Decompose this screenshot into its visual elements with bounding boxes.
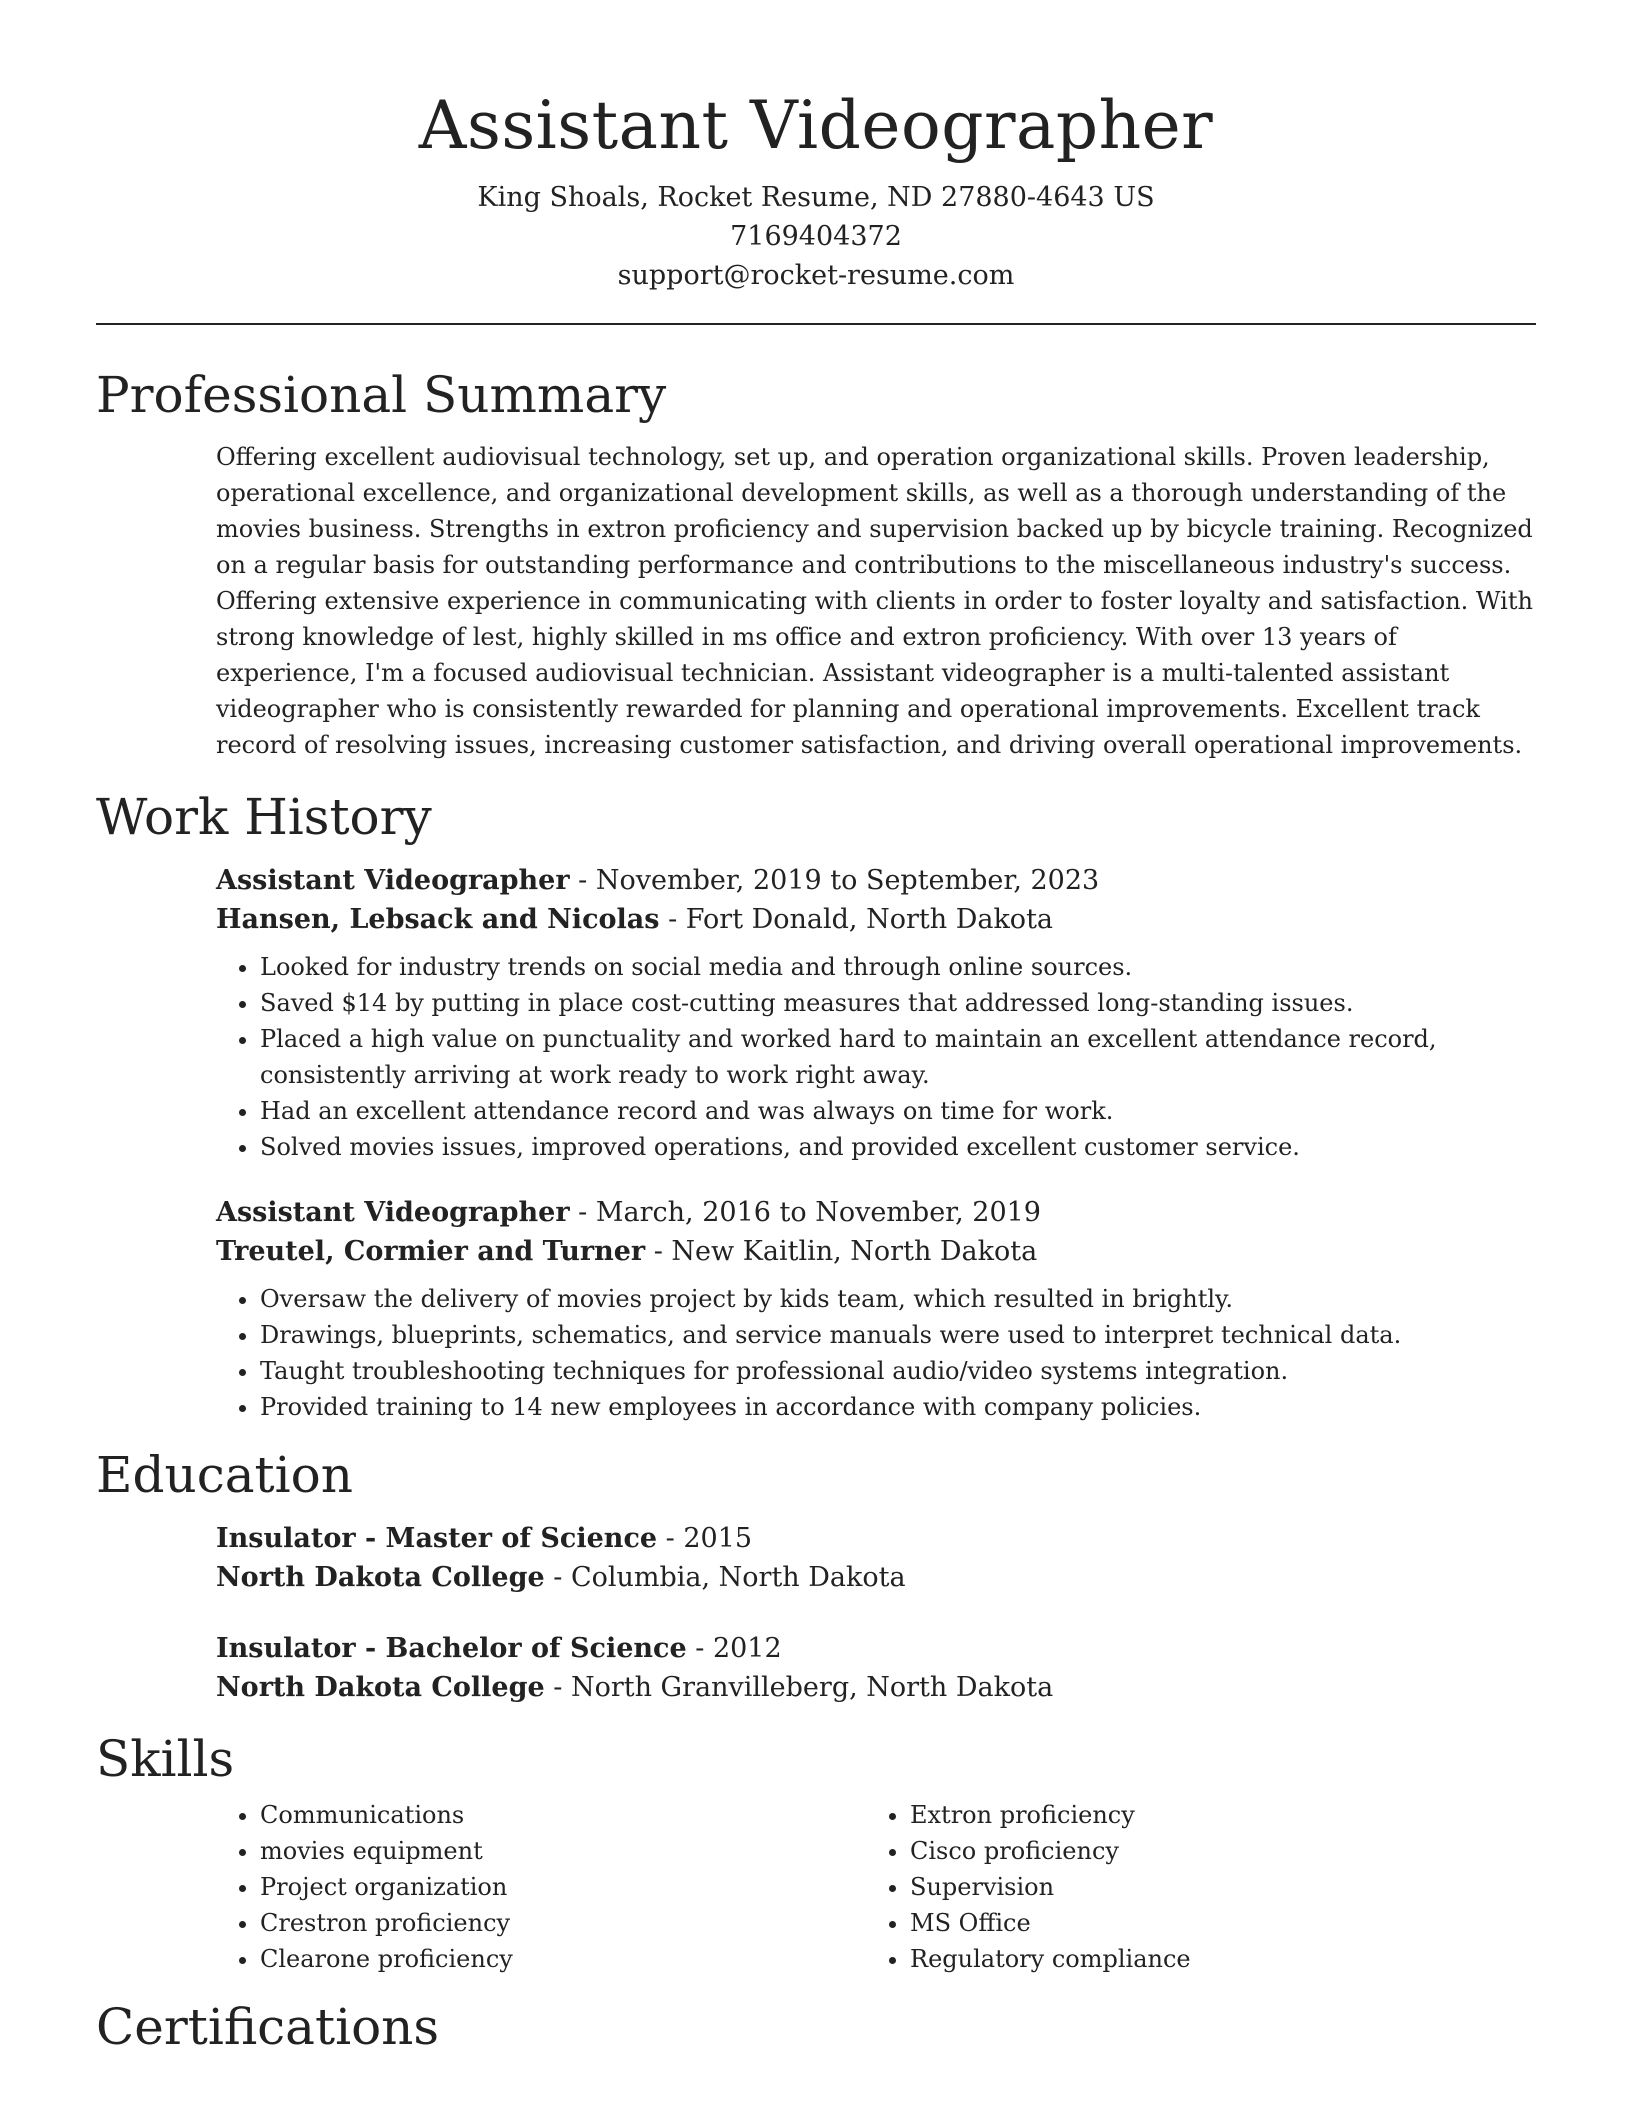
summary-text: Offering excellent audiovisual technology, set up, and operation organizational skills. Proven leadership, operational excellence, and organizational development skills, as well as a thorough understanding of the movies business. Strengths in extron proficiency and supervision backed up by bicycle training. Recognized on a regular basis for outstanding performance and contributions to the miscellaneous industry's success. Offering extensive experience in communicating with clients in order to foster loyalty and satisfaction. With strong knowledge of lest, highly skilled in ms office and extron proficiency. With over 13 years of experience, I'm a focused audiovisual technician. Assistant videographer is a multi-talented assistant videographer who is consistently rewarded for planning and operational improvements. Excellent track record of resolving issues, increasing customer satisfaction, and driving overall operational improvements. <box>216 443 1533 759</box>
list-item: • Solved movies issues, improved operations, and provided excellent customer service. <box>260 1129 1536 1165</box>
list-item: • Project organization <box>260 1869 866 1905</box>
list-item: • Oversaw the delivery of movies project by kids team, which resulted in brightly. <box>260 1281 1536 1317</box>
job-company-line <box>216 900 1536 939</box>
skills-section <box>96 1729 1536 1977</box>
list-item: • Regulatory compliance <box>910 1941 1516 1977</box>
certifications-heading: Certifications <box>96 1998 440 2056</box>
education-degree: Insulator - Bachelor of Science <box>216 1633 687 1664</box>
education-location: - Columbia, North Dakota <box>544 1562 906 1593</box>
education-year: - 2015 <box>657 1523 753 1554</box>
education-location: - North Granvilleberg, North Dakota <box>544 1672 1054 1703</box>
job-title-line <box>216 1193 1536 1232</box>
list-item: • Crestron proficiency <box>260 1905 866 1941</box>
list-item: • MS Office <box>910 1905 1516 1941</box>
job-location: - Fort Donald, North Dakota <box>659 904 1054 935</box>
summary-body <box>216 439 1536 763</box>
job-dates: - March, 2016 to November, 2019 <box>569 1197 1041 1228</box>
list-item: • Provided training to 14 new employees in accordance with company policies. <box>260 1389 1536 1425</box>
list-item: • Drawings, blueprints, schematics, and service manuals were used to interpret technical data. <box>260 1317 1536 1353</box>
job-title-line <box>216 861 1536 900</box>
education-school-line <box>216 1668 1536 1707</box>
skills-list <box>216 1797 866 1977</box>
education-degree: Insulator - Master of Science <box>216 1523 658 1554</box>
job-dates: - November, 2019 to September, 2023 <box>569 865 1100 896</box>
address: King Shoals, Rocket Resume, ND 27880-4643 US <box>477 182 1155 213</box>
skills-list <box>866 1797 1516 1977</box>
education-degree-line <box>216 1519 1536 1558</box>
list-item: • Extron proficiency <box>910 1797 1516 1833</box>
email-address: support@rocket-resume.com <box>617 260 1015 291</box>
list-item: • Cisco proficiency <box>910 1833 1516 1869</box>
job-entry <box>216 861 1536 1165</box>
list-item: • Clearone proficiency <box>260 1941 866 1977</box>
job-bullets <box>216 1281 1536 1425</box>
list-item: • Supervision <box>910 1869 1516 1905</box>
education-entry <box>216 1629 1536 1707</box>
phone-number: 7169404372 <box>730 221 902 252</box>
education-school: North Dakota College <box>216 1672 545 1703</box>
job-company: Hansen, Lebsack and Nicolas <box>216 904 660 935</box>
education-heading: Education <box>96 1446 353 1504</box>
work-history-body <box>216 861 1536 1425</box>
list-item: • Looked for industry trends on social media and through online sources. <box>260 949 1536 985</box>
education-section <box>96 1445 1536 1707</box>
education-body <box>216 1519 1536 1707</box>
list-item: • movies equipment <box>260 1833 866 1869</box>
job-location: - New Kaitlin, North Dakota <box>645 1236 1038 1267</box>
education-entry <box>216 1519 1536 1597</box>
job-company-line <box>216 1232 1536 1271</box>
list-item: • Placed a high value on punctuality and worked hard to maintain an excellent attendance record, consistently arriving at work ready to work right away. <box>260 1021 1536 1093</box>
summary-section <box>96 365 1536 763</box>
candidate-name: Assistant Videographer <box>418 87 1214 164</box>
resume-page <box>96 0 1536 2057</box>
job-title: Assistant Videographer <box>216 865 570 896</box>
skills-grid <box>216 1797 1536 1977</box>
education-school: North Dakota College <box>216 1562 545 1593</box>
resume-header <box>96 0 1536 295</box>
job-bullets <box>216 949 1536 1165</box>
job-entry <box>216 1193 1536 1425</box>
education-school-line <box>216 1558 1536 1597</box>
skills-heading: Skills <box>96 1730 235 1788</box>
job-title: Assistant Videographer <box>216 1197 570 1228</box>
skills-column-right <box>866 1797 1516 1977</box>
education-degree-line <box>216 1629 1536 1668</box>
summary-heading: Professional Summary <box>96 366 667 424</box>
work-history-section <box>96 787 1536 1425</box>
contact-info <box>96 178 1536 295</box>
list-item: • Saved $14 by putting in place cost-cutting measures that addressed long-standing issues. <box>260 985 1536 1021</box>
skills-column-left <box>216 1797 866 1977</box>
work-history-heading: Work History <box>96 788 432 846</box>
job-company: Treutel, Cormier and Turner <box>216 1236 646 1267</box>
header-divider <box>96 323 1536 325</box>
certifications-section <box>96 1997 1536 2057</box>
list-item: • Taught troubleshooting techniques for professional audio/video systems integration. <box>260 1353 1536 1389</box>
education-year: - 2012 <box>686 1633 782 1664</box>
list-item: • Communications <box>260 1797 866 1833</box>
list-item: • Had an excellent attendance record and was always on time for work. <box>260 1093 1536 1129</box>
